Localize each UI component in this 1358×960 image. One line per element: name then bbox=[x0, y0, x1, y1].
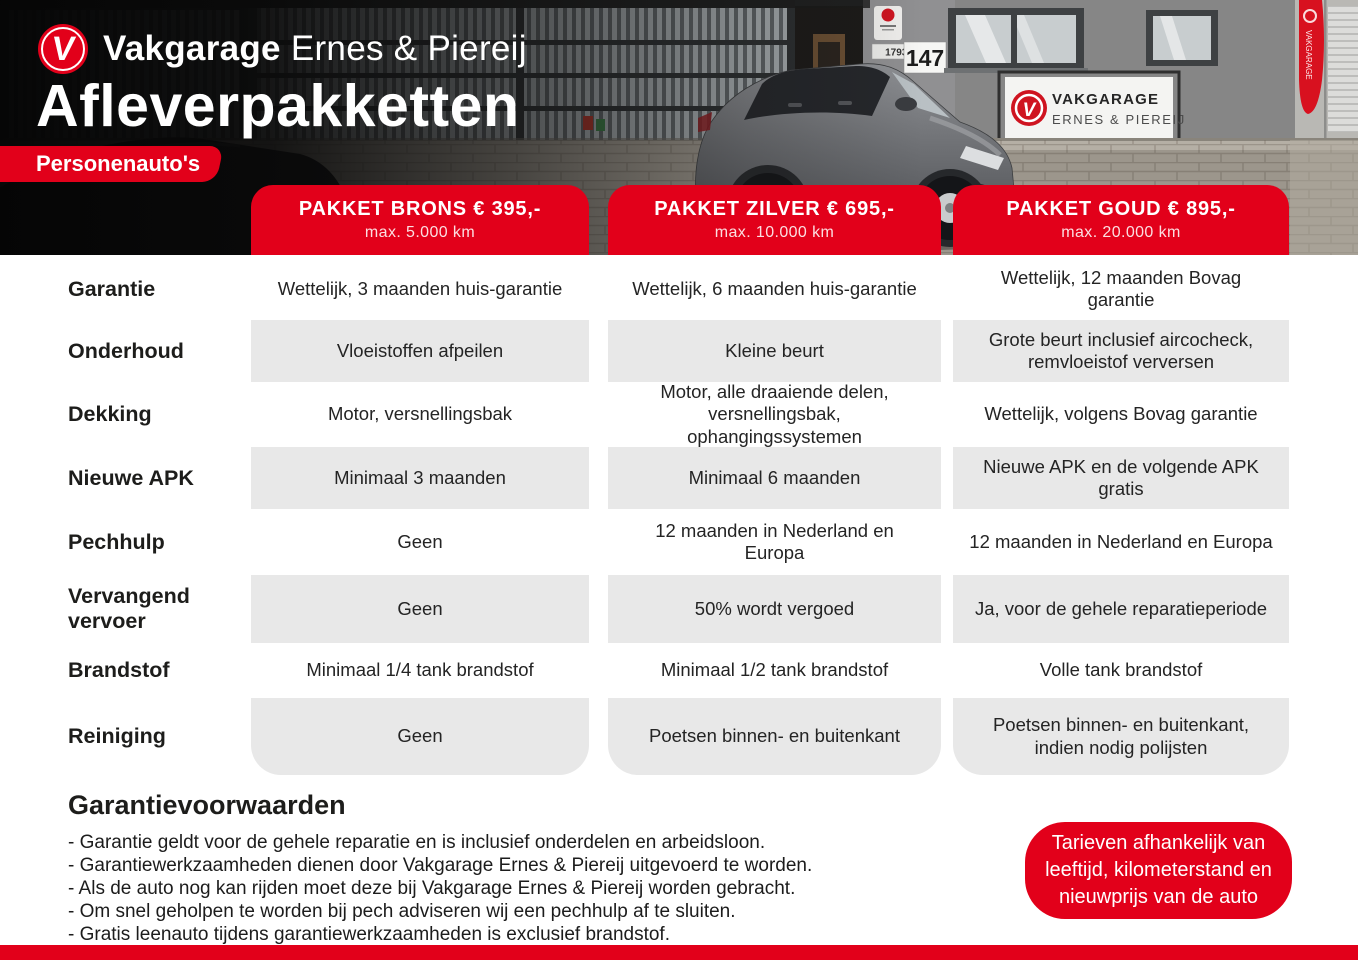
table-cell: Wettelijk, 12 maanden Bovag garantie bbox=[1000, 266, 1242, 310]
brand-name-bold: Vakgarage bbox=[103, 29, 281, 68]
package-title: PAKKET GOUD € 895,- bbox=[1006, 198, 1236, 220]
table-row-pechhulp bbox=[0, 509, 1358, 575]
table-row-nieuwe-apk bbox=[0, 447, 1358, 509]
package-subtitle: max. 10.000 km bbox=[714, 224, 835, 241]
row-label: Dekking bbox=[68, 402, 152, 427]
table-cell: Motor, versnellingsbak bbox=[327, 403, 513, 425]
table-cell: Grote beurt inclusief aircocheck, remvloeistof verversen bbox=[953, 320, 1289, 382]
table-row-dekking bbox=[0, 382, 1358, 447]
table-row-brandstof bbox=[0, 643, 1358, 698]
row-label: Pechhulp bbox=[68, 529, 165, 554]
package-card-brons bbox=[251, 185, 589, 255]
table-cell: Kleine beurt bbox=[608, 320, 941, 382]
table-cell: Nieuwe APK en de volgende APK gratis bbox=[953, 447, 1289, 509]
category-ribbon bbox=[0, 146, 224, 182]
hero-section bbox=[0, 0, 1358, 255]
conditions-title: Garantievoorwaarden bbox=[68, 790, 346, 820]
package-subtitle: max. 20.000 km bbox=[1061, 224, 1181, 241]
condition-item: - Garantiewerkzaamheden dienen door Vakgarage Ernes & Piereij uitgevoerd te worden. bbox=[68, 855, 813, 876]
table-cell: 50% wordt vergoed bbox=[608, 575, 941, 643]
table-cell: Minimaal 1/4 tank brandstof bbox=[306, 659, 534, 681]
row-label: Brandstof bbox=[68, 658, 170, 683]
table-cell: Geen bbox=[251, 575, 589, 643]
package-card-goud bbox=[953, 185, 1289, 255]
table-cell: Vloeistoffen afpeilen bbox=[251, 320, 589, 382]
row-label: Nieuwe APK bbox=[68, 465, 194, 490]
table-cell: Wettelijk, 3 maanden huis-garantie bbox=[277, 277, 563, 299]
condition-item: - Als de auto nog kan rijden moet deze bij Vakgarage Ernes & Piereij worden gebracht. bbox=[68, 878, 796, 899]
vakgarage-logo-icon bbox=[38, 24, 88, 74]
package-title: PAKKET BRONS € 395,- bbox=[298, 198, 542, 220]
table-cell: Geen bbox=[397, 530, 443, 552]
table-cell: Volle tank brandstof bbox=[1039, 659, 1203, 681]
bottom-red-bar bbox=[0, 945, 1358, 960]
table-cell: 12 maanden in Nederland en Europa bbox=[969, 530, 1273, 552]
package-subtitle: max. 5.000 km bbox=[364, 224, 476, 241]
brand-name bbox=[103, 29, 527, 69]
table-cell: Minimaal 1/2 tank brandstof bbox=[660, 659, 889, 681]
logo-letter: V bbox=[48, 30, 78, 68]
table-cell: Poetsen binnen- en buitenkant bbox=[608, 698, 941, 775]
condition-item: - Gratis leenauto tijdens garantiewerkzaamheden is exclusief brandstof. bbox=[68, 924, 670, 945]
table-cell: Minimaal 3 maanden bbox=[251, 447, 589, 509]
row-label: Vervangend vervoer bbox=[68, 584, 190, 633]
table-cell: Ja, voor de gehele reparatieperiode bbox=[953, 575, 1289, 643]
packages-comparison-table bbox=[0, 258, 1358, 775]
row-label: Reiniging bbox=[68, 724, 166, 749]
tariff-note-box bbox=[1025, 822, 1292, 919]
package-title: PAKKET ZILVER € 695,- bbox=[654, 198, 895, 220]
brand-row bbox=[38, 24, 527, 74]
table-cell: Minimaal 6 maanden bbox=[608, 447, 941, 509]
table-row-garantie bbox=[0, 258, 1358, 320]
table-row-reiniging bbox=[0, 698, 1358, 775]
table-cell: 12 maanden in Nederland en Europa bbox=[655, 519, 894, 563]
table-row-onderhoud bbox=[0, 320, 1358, 382]
table-cell: Wettelijk, 6 maanden huis-garantie bbox=[632, 277, 917, 299]
package-card-zilver bbox=[608, 185, 941, 255]
category-ribbon-label: Personenauto's bbox=[36, 151, 201, 176]
row-label: Onderhoud bbox=[68, 338, 184, 363]
condition-item: - Garantie geldt voor de gehele reparatie en is inclusief onderdelen en arbeidsloon. bbox=[68, 832, 766, 853]
conditions-section bbox=[68, 790, 968, 946]
table-cell: Geen bbox=[251, 698, 589, 775]
row-label: Garantie bbox=[68, 276, 156, 301]
brand-name-regular: Ernes & Piereij bbox=[290, 29, 527, 68]
table-cell: Wettelijk, volgens Bovag garantie bbox=[984, 403, 1258, 425]
conditions-list bbox=[68, 831, 968, 946]
condition-item: - Om snel geholpen te worden bij pech adviseren wij een pechhulp af te sluiten. bbox=[68, 901, 736, 922]
page-title: Afleverpakketten bbox=[36, 73, 520, 139]
table-cell: Poetsen binnen- en buitenkant, indien nodig polijsten bbox=[953, 698, 1289, 775]
table-cell: Motor, alle draaiende delen, versnellingsbak, ophangingssystemen bbox=[660, 381, 889, 447]
table-row-vervangend-vervoer bbox=[0, 575, 1358, 643]
tariff-note-text: Tarieven afhankelijk van leeftijd, kilometerstand en nieuwprijs van de auto bbox=[1045, 832, 1272, 908]
